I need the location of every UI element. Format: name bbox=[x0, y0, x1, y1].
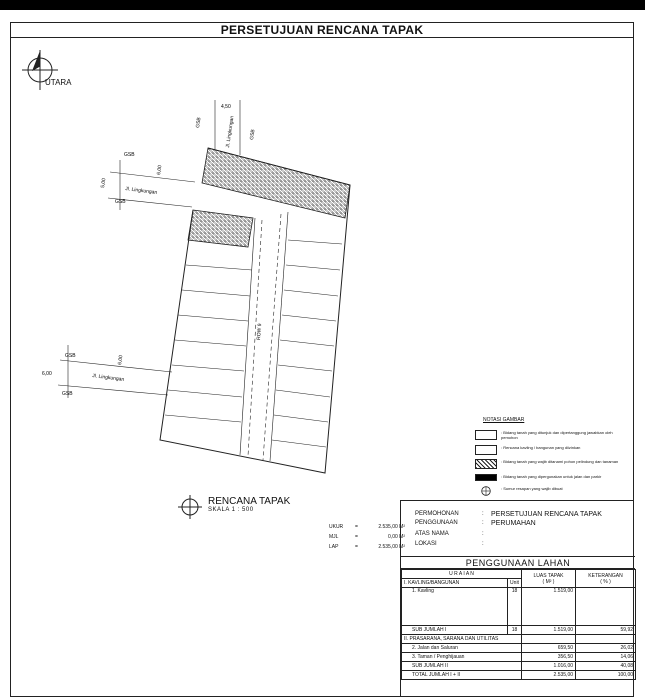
gsb-label-5: GSB bbox=[65, 353, 76, 359]
land-use-table bbox=[401, 569, 636, 680]
rowe-label: ROW 9 bbox=[256, 323, 264, 341]
section-2-label: II. PRASARANA, SARANA DAN UTILITAS bbox=[402, 635, 522, 644]
legend-swatch-hatch bbox=[475, 459, 497, 469]
lots-right bbox=[272, 240, 342, 447]
col-luas bbox=[522, 570, 576, 588]
legend bbox=[475, 412, 635, 498]
road-width-label: 4,50 bbox=[221, 104, 231, 110]
legend-swatch-empty bbox=[475, 445, 497, 455]
road-left-lower-label: Jl. Lingkungan bbox=[91, 373, 125, 383]
table-row bbox=[402, 635, 636, 644]
green-area-top bbox=[202, 148, 350, 218]
taman-ket: 14,06 bbox=[576, 653, 636, 662]
sub2-luas: 1.016,00 bbox=[522, 662, 576, 671]
table-row bbox=[402, 626, 636, 635]
info-box bbox=[400, 500, 634, 697]
legend-item bbox=[475, 445, 629, 455]
taman-label: 3. Taman / Penghijauan bbox=[402, 653, 522, 662]
stat-value: 2.535,00 M² bbox=[378, 544, 405, 550]
col-unit: Unit bbox=[508, 579, 522, 588]
table-row bbox=[402, 671, 636, 680]
legend-text: : Sumur resapan yang wajib dibuat bbox=[501, 486, 563, 491]
table-row bbox=[402, 653, 636, 662]
stat-key: MJL bbox=[329, 534, 339, 540]
kavling-label: 1. Kavling bbox=[402, 588, 508, 626]
info-key: LOKASI bbox=[415, 541, 437, 547]
info-row: PENGGUNAAN : PERUMAHAN bbox=[415, 520, 536, 527]
lots-left bbox=[165, 265, 252, 422]
col-ket-unit: ( % ) bbox=[600, 578, 611, 585]
col-uraian: U R A I A N bbox=[402, 570, 522, 579]
land-use-title: PENGGUNAAN LAHAN bbox=[401, 556, 635, 569]
legend-text: : Bidang tanah yang dipergunakan untuk jalan dan parkir bbox=[501, 474, 602, 479]
well-icon bbox=[475, 486, 497, 496]
drawing-title: PERSETUJUAN RENCANA TAPAK bbox=[10, 22, 634, 38]
info-row: PERMOHONAN : PERSETUJUAN RENCANA TAPAK bbox=[415, 511, 602, 518]
setback-lower: 6,00 bbox=[117, 354, 125, 366]
gsb-label-1: GSB bbox=[195, 116, 203, 129]
jalan-ket: 26,02 bbox=[576, 644, 636, 653]
col-luas-label: LUAS TAPAK bbox=[533, 572, 564, 579]
stat-value: 2.535,00 M² bbox=[378, 524, 405, 530]
info-key: PERMOHONAN bbox=[415, 511, 459, 517]
table-row bbox=[402, 588, 636, 626]
sub1-unit: 18 bbox=[508, 626, 522, 635]
table-header-row bbox=[402, 570, 636, 579]
jalan-label: 2. Jalan dan Saluran bbox=[402, 644, 522, 653]
legend-item bbox=[475, 430, 629, 440]
total-ket: 100,00 bbox=[576, 671, 636, 680]
stat-row: LAP = 2.535,00 M² bbox=[329, 544, 405, 550]
north-label: UTARA bbox=[45, 78, 72, 87]
setback-upper-left: 5,00 bbox=[100, 177, 108, 189]
info-key: PENGGUNAAN bbox=[415, 520, 458, 526]
sub1-label: SUB JUMLAH I bbox=[402, 626, 508, 635]
info-row: LOKASI : bbox=[415, 541, 484, 547]
gsb-label-2: GSB bbox=[249, 128, 257, 141]
setback-lower-gsb: 6,00 bbox=[42, 371, 52, 377]
info-value: PERUMAHAN bbox=[491, 520, 536, 527]
col-ket bbox=[576, 570, 636, 588]
green-area-left bbox=[188, 210, 253, 247]
legend-item bbox=[475, 486, 629, 496]
road-top-label: Jl. Lingkungan bbox=[225, 115, 236, 149]
stat-row: UKUR = 2.535,00 M² bbox=[329, 524, 405, 530]
jalan-luas: 659,50 bbox=[522, 644, 576, 653]
access-road-left bbox=[58, 100, 240, 398]
info-key: ATAS NAMA bbox=[415, 531, 449, 537]
info-row: ATAS NAMA : bbox=[415, 531, 484, 537]
area-stats bbox=[329, 522, 405, 552]
section-marker-icon bbox=[175, 492, 205, 522]
table-row bbox=[402, 662, 636, 671]
stat-row: MJL = 0,00 M² bbox=[329, 534, 405, 540]
sub1-luas: 1.519,00 bbox=[522, 626, 576, 635]
info-value: PERSETUJUAN RENCANA TAPAK bbox=[491, 511, 602, 518]
legend-item bbox=[475, 459, 629, 469]
gsb-label-4: GSB bbox=[115, 199, 126, 205]
legend-text: : Rencana kavling / bangunan yang diizinkan bbox=[501, 445, 581, 450]
col-ket-label: KETERANGAN bbox=[588, 572, 623, 579]
sub2-label: SUB JUMLAH II bbox=[402, 662, 522, 671]
table-row bbox=[402, 644, 636, 653]
gsb-label-6: GSB bbox=[62, 391, 73, 397]
legend-item bbox=[475, 474, 629, 481]
section-1-label: I. KAVLING/BANGUNAN bbox=[402, 579, 508, 588]
setback-upper: 6,00 bbox=[156, 164, 164, 176]
stat-key: LAP bbox=[329, 544, 339, 550]
total-luas: 2.535,00 bbox=[522, 671, 576, 680]
legend-text: : Bidang tanah yang wajib ditanami pohon pelindung dan tanaman bbox=[501, 459, 619, 464]
stat-value: 0,00 M² bbox=[388, 534, 405, 540]
kavling-unit: 18 bbox=[508, 588, 522, 626]
kavling-luas: 1.519,00 bbox=[522, 588, 576, 626]
col-luas-unit: ( M² ) bbox=[542, 578, 555, 585]
total-label: TOTAL JUMLAH I + II bbox=[402, 671, 522, 680]
kavling-ket bbox=[576, 588, 636, 626]
taman-luas: 356,50 bbox=[522, 653, 576, 662]
sub1-ket: 59,92 bbox=[576, 626, 636, 635]
legend-swatch-black bbox=[475, 474, 497, 481]
stat-key: UKUR bbox=[329, 524, 344, 530]
internal-road bbox=[240, 212, 288, 461]
legend-text: : Bidang tanah yang ditunjuk dan dipertanggung jawabkan oleh pemohon bbox=[501, 430, 613, 440]
gsb-label-3: GSB bbox=[124, 152, 135, 158]
sub2-ket: 40,08 bbox=[576, 662, 636, 671]
road-left-upper-label: Jl. Lingkungan bbox=[124, 186, 158, 196]
legend-title: NOTASI GAMBAR bbox=[483, 417, 525, 423]
legend-swatch-empty bbox=[475, 430, 497, 440]
scale-subtitle: SKALA 1 : 500 bbox=[208, 507, 254, 513]
scale-title: RENCANA TAPAK bbox=[208, 496, 291, 507]
